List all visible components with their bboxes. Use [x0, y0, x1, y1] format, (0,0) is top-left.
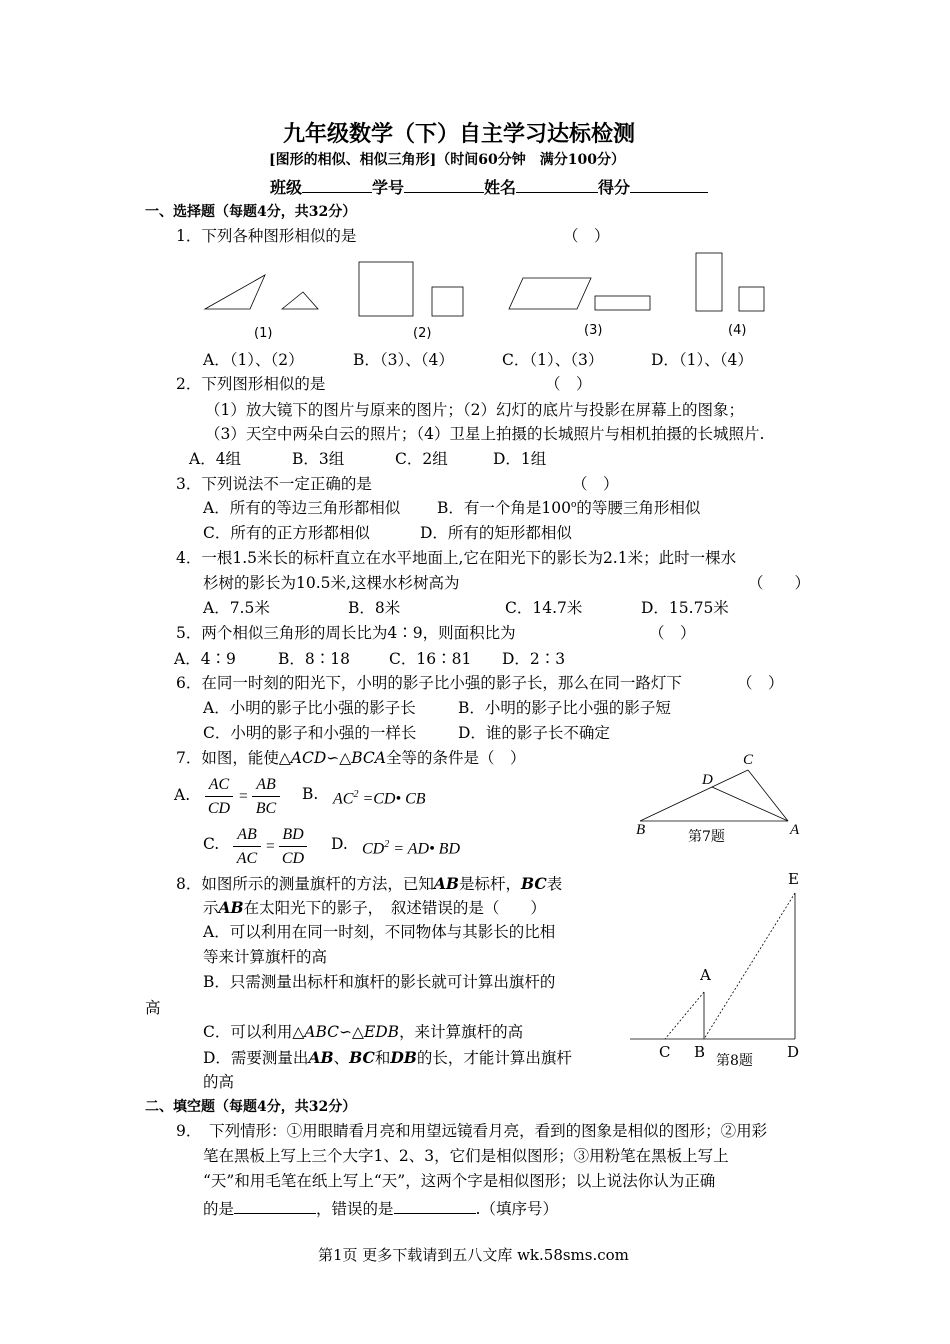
- q8-option-d-cont: 的高: [203, 1073, 235, 1091]
- q5-option-a[interactable]: A．4∶9: [174, 650, 236, 668]
- q3-option-d[interactable]: D．所有的矩形都相似: [420, 524, 572, 542]
- q9-line-4: [203, 1199, 558, 1218]
- expr-rhs: = AD• BD: [389, 840, 460, 858]
- q5-stem: 5．两个相似三角形的周长比为4∶9，则面积比为: [176, 624, 516, 642]
- expr-lhs: CD: [362, 840, 385, 858]
- q8-label-d: D: [787, 1043, 800, 1061]
- q7-label-b: B: [636, 822, 646, 838]
- q7-figure-caption: 第7题: [688, 829, 725, 845]
- q4-line-1: 4．一根1.5米长的标杆直立在水平地面上,它在阳光下的影长为2.1米；此时一棵水: [176, 549, 737, 567]
- q1-option-a[interactable]: A．（1）、（2）: [203, 351, 304, 369]
- q9-correct-label: 的是: [203, 1200, 235, 1218]
- q8-ab: AB: [308, 1048, 334, 1067]
- q7-stem-post: 全等的条件是（ ）: [385, 749, 526, 767]
- q8-option-c-pre: C．可以利用△: [203, 1023, 305, 1041]
- q8-line-1-mid: 是标杆，: [459, 875, 522, 893]
- q8-option-a[interactable]: A．可以利用在同一时刻，不同物体与其影长的比相: [203, 923, 556, 941]
- q4-answer-paren: （ ）: [748, 574, 811, 592]
- q1-fig-label-3: (3): [584, 323, 603, 338]
- q8-label-e: E: [788, 870, 799, 888]
- q8-label-c: C: [659, 1043, 671, 1061]
- q3-option-b-text: B．有一个角是100: [437, 499, 571, 518]
- q4-option-c[interactable]: C．14.7米: [505, 599, 583, 617]
- q6-option-d[interactable]: D．谁的影子长不确定: [458, 724, 610, 742]
- q9-tail: .（填序号）: [475, 1200, 558, 1218]
- separator: 、: [333, 1049, 350, 1067]
- q5-answer-paren: （ ）: [649, 624, 696, 642]
- q4-option-d[interactable]: D．15.75米: [641, 599, 729, 617]
- q8-option-d-post: 的长，才能计算出旗杆: [416, 1049, 572, 1067]
- q7-label-c: C: [743, 752, 754, 768]
- q7-label-d: D: [702, 772, 713, 788]
- numerator: AB: [237, 826, 257, 843]
- q8-label-b: B: [694, 1043, 706, 1061]
- field-name-label: 姓名: [484, 178, 517, 197]
- q8-line-1-post: 表: [546, 875, 563, 893]
- q4-option-a[interactable]: A．7.5米: [203, 599, 270, 617]
- exponent: 2: [384, 839, 390, 850]
- conjunction: 和: [374, 1049, 391, 1067]
- expr-lhs: AC: [333, 790, 354, 808]
- q9-line-1: 9． 下列情形：①用眼睛看月亮和用望远镜看月亮，看到的图象是相似的图形；②用彩: [176, 1122, 768, 1140]
- q3-option-a[interactable]: A．所有的等边三角形都相似: [203, 499, 401, 517]
- q2-line-2: （3）天空中两朵白云的照片；（4）卫星上拍摄的长城照片与相机拍摄的长城照片.: [205, 425, 765, 443]
- q6-stem: 6．在同一时刻的阳光下，小明的影子比小强的影子长，那么在同一路灯下: [176, 674, 682, 692]
- numerator: AC: [208, 776, 230, 793]
- q6-answer-paren: （ ）: [737, 674, 784, 692]
- numerator: BD: [282, 826, 304, 843]
- section-heading-fill: 二、填空题（每题4分，共32分）: [145, 1099, 357, 1115]
- denominator: BC: [255, 800, 277, 817]
- equals-sign: =: [266, 838, 275, 855]
- q3-answer-paren: （ ）: [572, 475, 619, 493]
- q7-option-d-label[interactable]: D.: [331, 835, 348, 853]
- q2-option-d[interactable]: D．1组: [493, 450, 547, 468]
- exponent: 2: [353, 789, 359, 800]
- q2-option-b[interactable]: B．3组: [292, 450, 345, 468]
- q6-option-c[interactable]: C．小明的影子和小强的一样长: [203, 724, 417, 742]
- numerator: AB: [256, 776, 276, 793]
- q4-line-2: 杉树的影长为10.5米,这棵水杉树高为: [203, 574, 460, 592]
- q5-option-d[interactable]: D．2∶3: [502, 650, 566, 668]
- expr-rhs: =CD• CB: [358, 790, 426, 808]
- q9-line-2: 笔在黑板上写上三个大字1、2、3，它们是相似图形；③用粉笔在黑板上写上: [203, 1147, 729, 1165]
- q7-triangle-bca: BCA: [351, 749, 386, 767]
- q7-option-b-label[interactable]: B.: [302, 785, 319, 803]
- q6-option-a[interactable]: A．小明的影子比小强的影子长: [203, 699, 416, 717]
- q1-fig-label-4: (4): [728, 323, 747, 338]
- q7-option-a-label[interactable]: A.: [174, 786, 191, 804]
- q8-bc: BC: [521, 874, 547, 893]
- q5-option-b[interactable]: B．8∶18: [278, 650, 350, 668]
- denominator: CD: [281, 850, 305, 867]
- q3-stem: 3．下列说法不一定正确的是: [176, 475, 372, 493]
- q7-triangle-acd: ACD: [290, 749, 327, 767]
- sun-ray-eb: [704, 893, 795, 1039]
- field-number-label: 学号: [372, 178, 405, 197]
- field-score-label: 得分: [598, 178, 631, 197]
- q8-bc: BC: [349, 1048, 375, 1067]
- section-heading-choice: 一、选择题（每题4分，共32分）: [145, 204, 357, 220]
- q1-option-b[interactable]: B．（3）、（4）: [353, 351, 454, 369]
- q8-figure-caption: 第8题: [716, 1053, 753, 1069]
- sun-ray-ac: [665, 992, 704, 1039]
- denominator: AC: [236, 850, 258, 867]
- q8-ab: AB: [218, 898, 244, 917]
- q1-option-d[interactable]: D．（1）、（4）: [651, 351, 753, 369]
- q8-line-1-pre: 8．如图所示的测量旗杆的方法，已知: [176, 875, 434, 893]
- q7-similar-symbol: ∽△: [326, 749, 352, 767]
- q8-ab: AB: [433, 874, 460, 893]
- page-title: 九年级数学（下）自主学习达标检测: [283, 121, 636, 147]
- q1-option-c[interactable]: C．（1）、（3）: [502, 351, 604, 369]
- q1-stem: 1．下列各种图形相似的是: [176, 227, 357, 245]
- q9-wrong-label: ，错误的是: [316, 1200, 394, 1218]
- q5-option-c[interactable]: C．16∶81: [389, 650, 472, 668]
- q8-option-a-cont: 等来计算旗杆的高: [203, 948, 328, 966]
- q8-line-2-post: 在太阳光下的影子， 叙述错误的是（ ）: [243, 899, 546, 917]
- q4-option-b[interactable]: B．8米: [348, 599, 401, 617]
- q9-wrong-blank[interactable]: [394, 1199, 476, 1214]
- degree-sign: o: [570, 500, 577, 510]
- q8-option-d-pre: D．需要测量出: [203, 1049, 309, 1067]
- q7-label-a: A: [790, 822, 800, 838]
- page-subtitle: [图形的相似、相似三角形]（时间60分钟 满分100分）: [269, 152, 625, 168]
- q8-label-a: A: [700, 966, 711, 984]
- q1-fig-label-1: (1): [254, 326, 273, 341]
- q8-option-b-cont: 高: [145, 999, 161, 1017]
- q6-option-b[interactable]: B．小明的影子比小强的影子短: [458, 699, 671, 717]
- q8-option-b[interactable]: B．只需测量出标杆和旗杆的影长就可计算出旗杆的: [203, 973, 556, 991]
- field-class-label: 班级: [270, 178, 303, 197]
- q3-option-c[interactable]: C．所有的正方形都相似: [203, 524, 370, 542]
- q1-answer-paren: （ ）: [563, 227, 610, 245]
- q2-option-a[interactable]: A．4组: [189, 450, 242, 468]
- q7-option-c-label[interactable]: C.: [203, 835, 220, 853]
- q8-db: DB: [390, 1048, 417, 1067]
- q9-line-3: “天”和用毛笔在纸上写上“天”，这两个字是相似图形；以上说法你认为正确: [203, 1172, 716, 1190]
- q2-line-1: （1）放大镜下的图片与原来的图片；（2）幻灯的底片与投影在屏幕上的图象；: [205, 401, 744, 419]
- q1-fig-label-2: (2): [413, 326, 432, 341]
- similar-symbol: ∽△: [339, 1023, 364, 1041]
- q8-line-2-pre: 示: [203, 899, 219, 917]
- q9-correct-blank[interactable]: [234, 1199, 316, 1214]
- equals-sign: =: [239, 788, 248, 805]
- q8-option-c-post: ，来计算旗杆的高: [399, 1023, 524, 1041]
- page-footer: 第1页 更多下载请到五八文库 wk.58sms.com: [318, 1246, 629, 1264]
- q2-option-c[interactable]: C．2组: [395, 450, 448, 468]
- q3-option-b-tail: 的等腰三角形相似: [576, 499, 701, 518]
- q8-triangle-abc: ABC: [304, 1023, 340, 1041]
- q2-answer-paren: （ ）: [545, 375, 592, 393]
- q8-triangle-edb: EDB: [363, 1023, 400, 1041]
- denominator: CD: [207, 800, 231, 817]
- q7-stem-pre: 7．如图，能使△: [176, 749, 291, 767]
- q2-stem: 2．下列图形相似的是: [176, 375, 326, 393]
